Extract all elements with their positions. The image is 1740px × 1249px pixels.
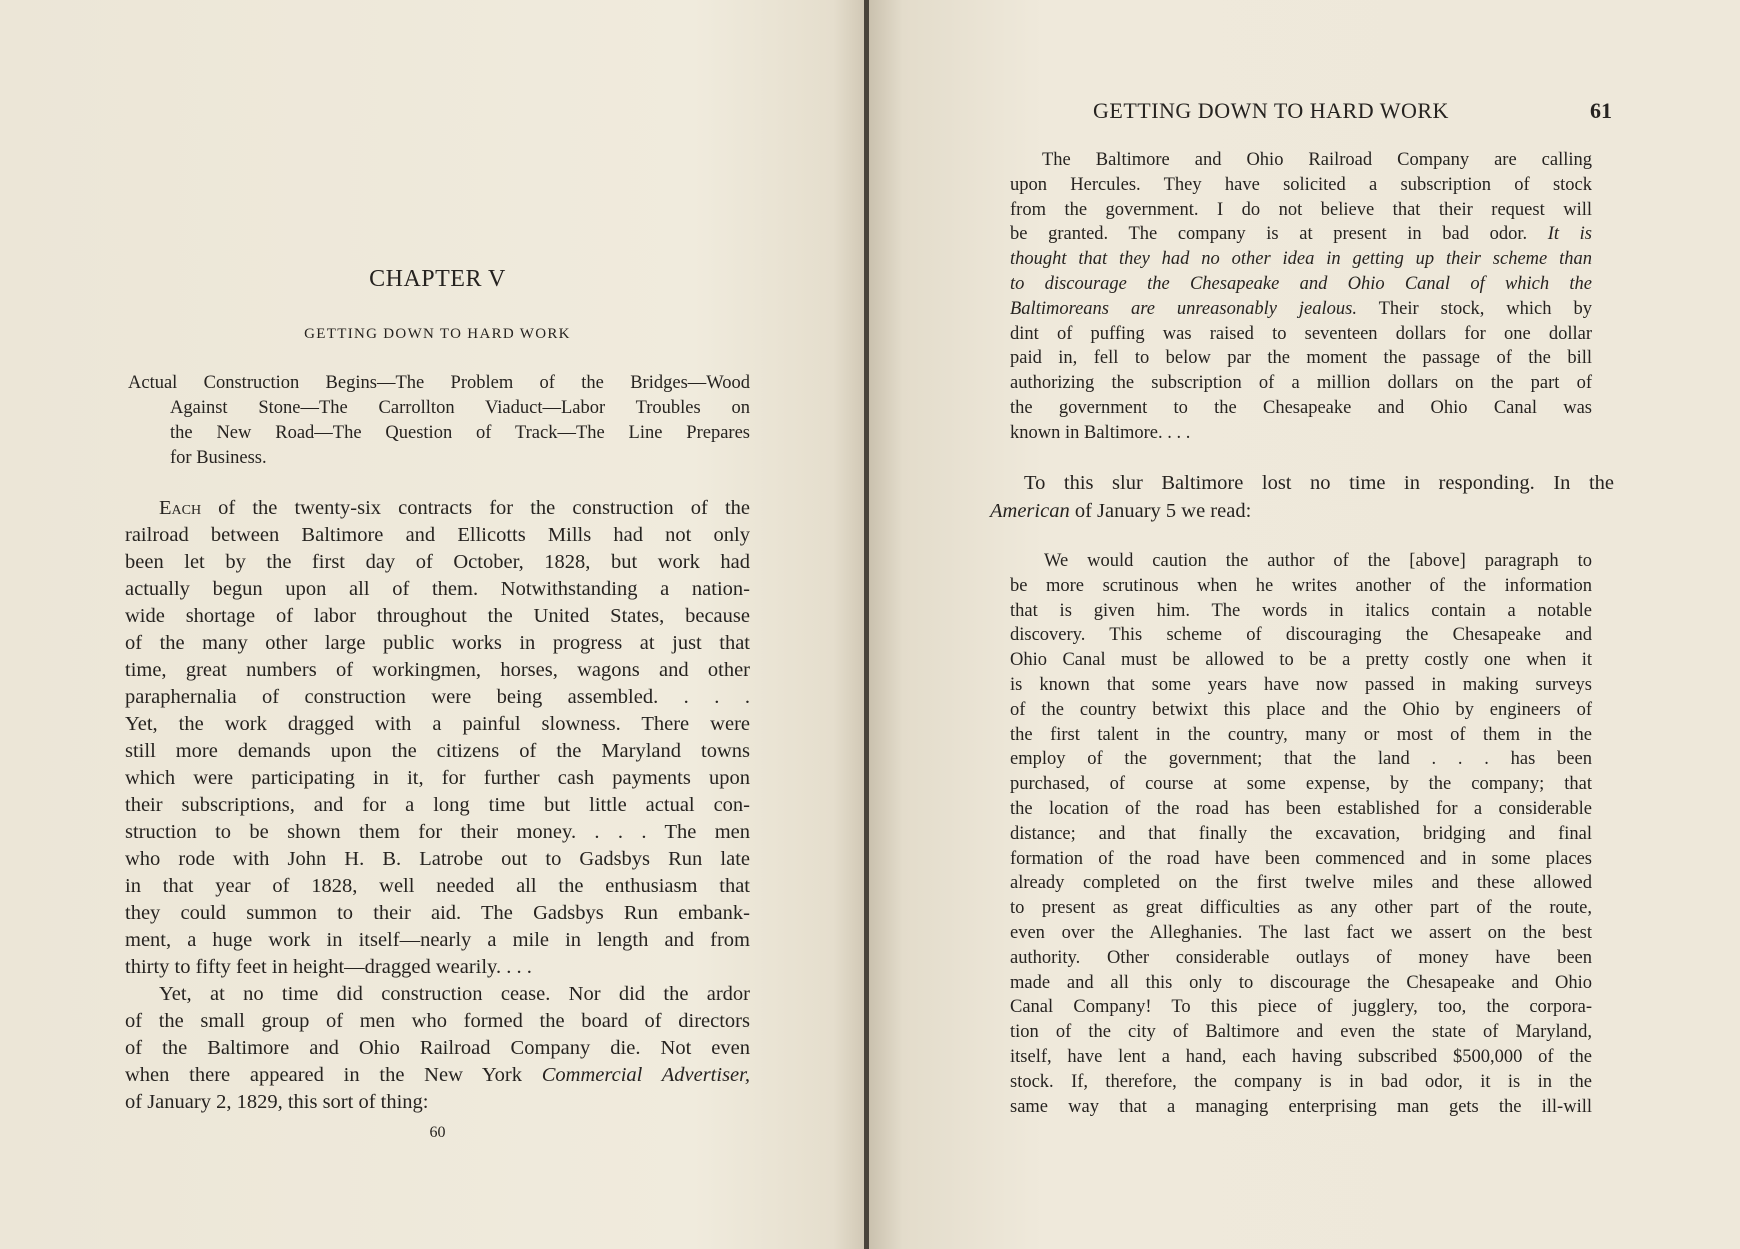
text-line (125, 576, 750, 603)
text-line (1010, 995, 1592, 1020)
text-run: dint of puffing was raised to seventeen dollars for one dollar (1010, 323, 1592, 344)
text-run: the government to the Chesapeake and Ohio Canal was (1010, 397, 1592, 418)
chapter-title: GETTING DOWN TO HARD WORK (304, 326, 571, 342)
text-line (125, 630, 750, 657)
text-run: wide shortage of labor throughout the United States, because (125, 605, 750, 627)
text-line (1010, 421, 1592, 446)
text-run: authorizing the subscription of a million dollars on the part of (1010, 373, 1592, 394)
text-run: of the country betwixt this place and the Ohio by engineers of (1010, 699, 1592, 720)
text-run: from the government. I do not believe that their request will (1010, 199, 1592, 220)
text-line (1010, 173, 1592, 198)
text-line (125, 873, 750, 900)
text-run: the location of the road has been established for a considerable (1010, 798, 1592, 819)
text-run: purchased, of course at some expense, by the company; that (1010, 774, 1592, 795)
text-line (1010, 822, 1592, 847)
chapter-synopsis (128, 371, 750, 471)
text-run: of the small group of men who formed the board of directors (125, 1010, 750, 1032)
text-run: is known that some years have now passed in making surveys (1010, 674, 1592, 695)
text-run: of the Baltimore and Ohio Railroad Company die. Not even (125, 1037, 750, 1059)
block-quote-american (1010, 549, 1592, 1119)
text-line (1010, 623, 1592, 648)
text-run: who rode with John H. B. Latrobe out to Gadsbys Run late (125, 848, 750, 870)
text-line (125, 657, 750, 684)
italic-run: American (990, 499, 1070, 522)
text-run: made and all this only to discourage the Chesapeake and Ohio (1010, 972, 1592, 993)
text-run: known in Baltimore. . . . (1010, 422, 1191, 443)
text-run: ment, a huge work in itself—nearly a mile in length and from (125, 929, 750, 951)
text-line (1010, 723, 1592, 748)
text-run: We would caution the author of the [above] paragraph to (1044, 551, 1592, 571)
text-line (1010, 847, 1592, 872)
text-run: in that year of 1828, well needed all the enthusiasm that (125, 875, 750, 897)
text-line (1010, 1095, 1592, 1120)
synopsis-line: Actual Construction Begins—The Problem of the Bridges—Wood (128, 373, 750, 393)
text-run: of the twenty-six contracts for the construction of the (201, 497, 750, 519)
text-run: the first talent in the country, many or most of them in the (1010, 724, 1592, 745)
text-line (125, 819, 750, 846)
text-line (990, 470, 1614, 498)
text-line (125, 927, 750, 954)
text-run: The Baltimore and Ohio Railroad Company are calling (1042, 150, 1592, 170)
text-line (125, 711, 750, 738)
text-line (1010, 198, 1592, 223)
page-number-left: 60 (429, 1124, 446, 1141)
text-run: paid in, fell to below par the moment the passage of the bill (1010, 348, 1592, 369)
text-run: same way that a managing enterprising man gets the ill-will (1010, 1096, 1592, 1117)
text-line (1010, 971, 1592, 996)
text-line (1010, 946, 1592, 971)
text-run: been let by the first day of October, 1828, but work had (125, 551, 750, 573)
italic-run: to discourage the Chesapeake and Ohio Canal of which the (1010, 273, 1592, 294)
text-run: itself, have lent a hand, each having subscribed $500,000 of the (1010, 1046, 1592, 1067)
text-line (990, 498, 1614, 526)
text-run: of January 5 we read: (1069, 499, 1252, 522)
text-line (125, 981, 750, 1008)
lead-in-word: Each (159, 497, 202, 519)
text-run: of January 2, 1829, this sort of thing: (125, 1091, 429, 1113)
text-line (125, 549, 750, 576)
text-line (1010, 574, 1592, 599)
text-run: employ of the government; that the land . . . has been (1010, 749, 1592, 770)
text-line (1010, 599, 1592, 624)
text-line (1010, 871, 1592, 896)
text-run: still more demands upon the citizens of the Maryland towns (125, 740, 750, 762)
text-run: paraphernalia of construction were being assembled. . . . (125, 686, 750, 708)
text-run: To this slur Baltimore lost no time in responding. In the (1024, 472, 1614, 494)
text-run: Yet, at no time did construction cease. Nor did the ardor (159, 983, 750, 1005)
text-run: formation of the road have been commenced and in some places (1010, 848, 1592, 869)
text-line (125, 1062, 750, 1089)
page-number-right: 61 (1590, 98, 1612, 123)
text-line (125, 792, 750, 819)
text-run: Ohio Canal must be allowed to be a pretty costly one when it (1010, 650, 1592, 671)
text-line (125, 1089, 750, 1116)
text-run: even over the Alleghanies. The last fact we assert on the best (1010, 922, 1592, 943)
text-run: Their stock, which by (1356, 298, 1592, 319)
text-run: upon Hercules. They have solicited a subscription of stock (1010, 174, 1592, 195)
text-run: time, great numbers of workingmen, horses, wagons and other (125, 659, 750, 681)
text-line (1010, 1070, 1592, 1095)
text-run: thirty to fifty feet in height—dragged wearily. . . . (125, 956, 532, 978)
text-run: discovery. This scheme of discouraging the Chesapeake and (1010, 625, 1592, 646)
italic-run: thought that they had no other idea in getting up their scheme than (1010, 249, 1592, 270)
text-line (125, 765, 750, 792)
italic-run: It is (1547, 224, 1593, 245)
text-line (125, 522, 750, 549)
text-line (1010, 1020, 1592, 1045)
text-run: authority. Other considerable outlays of money have been (1010, 947, 1592, 968)
text-line (125, 495, 750, 522)
text-run: Yet, the work dragged with a painful slowness. There were (125, 713, 750, 735)
text-run: to present as great difficulties as any other part of the route, (1010, 898, 1592, 919)
text-line (125, 846, 750, 873)
block-quote-commercial-advertiser (1010, 148, 1592, 446)
text-run: Canal Company! To this piece of jugglery, too, the corpora- (1010, 997, 1592, 1018)
text-line (1010, 747, 1592, 772)
text-line (1010, 396, 1592, 421)
text-run: stock. If, therefore, the company is in bad odor, it is in the (1010, 1071, 1592, 1092)
synopsis-line: the New Road—The Question of Track—The Line Prepares (170, 423, 750, 443)
text-line (125, 954, 750, 981)
text-line (1010, 346, 1592, 371)
book-gutter (864, 0, 869, 1249)
text-line (1010, 1045, 1592, 1070)
text-line (1010, 272, 1592, 297)
synopsis-line: for Business. (170, 448, 267, 468)
text-run: be granted. The company is at present in bad odor. (1010, 224, 1548, 245)
text-line (125, 1008, 750, 1035)
text-line (1010, 247, 1592, 272)
text-line (1010, 698, 1592, 723)
running-head: GETTING DOWN TO HARD WORK (1093, 98, 1449, 123)
text-run: that is given him. The words in italics contain a notable (1010, 600, 1592, 621)
text-run: which were participating in it, for further cash payments upon (125, 767, 750, 789)
text-run: struction to be shown them for their money. . . . The men (125, 821, 750, 843)
left-body-text (125, 495, 750, 1116)
text-run: already completed on the first twelve miles and these allowed (1010, 873, 1592, 894)
text-run: of the many other large public works in progress at just that (125, 632, 750, 654)
text-run: tion of the city of Baltimore and even the state of Maryland, (1010, 1022, 1592, 1043)
text-line (1010, 371, 1592, 396)
italic-run: Commercial Advertiser, (541, 1064, 750, 1086)
text-line (125, 1035, 750, 1062)
text-line (1010, 797, 1592, 822)
text-line (1010, 148, 1592, 173)
text-line (1010, 772, 1592, 797)
text-line (1010, 322, 1592, 347)
text-run: railroad between Baltimore and Ellicotts Mills had not only (125, 524, 750, 546)
synopsis-line: Against Stone—The Carrollton Viaduct—Labor Troubles on (170, 398, 750, 418)
chapter-number: CHAPTER V (369, 266, 506, 292)
italic-run: Baltimoreans are unreasonably jealous. (1010, 298, 1357, 319)
text-run: their subscriptions, and for a long time but little actual con- (125, 794, 750, 816)
text-run: actually begun upon all of them. Notwithstanding a nation- (125, 578, 750, 600)
text-line (125, 738, 750, 765)
left-page (0, 0, 868, 1249)
text-line (1010, 549, 1592, 574)
text-line (1010, 673, 1592, 698)
interlude-paragraph (990, 470, 1614, 525)
text-line (125, 900, 750, 927)
text-line (1010, 896, 1592, 921)
text-line (1010, 222, 1592, 247)
text-run: distance; and that finally the excavation, bridging and final (1010, 823, 1592, 844)
text-line (1010, 921, 1592, 946)
text-run: they could summon to their aid. The Gadsbys Run embank- (125, 902, 750, 924)
text-line (1010, 648, 1592, 673)
text-line (125, 603, 750, 630)
text-run: be more scrutinous when he writes another of the information (1010, 575, 1592, 596)
text-run: when there appeared in the New York (125, 1064, 542, 1086)
text-line (125, 684, 750, 711)
text-line (1010, 297, 1592, 322)
